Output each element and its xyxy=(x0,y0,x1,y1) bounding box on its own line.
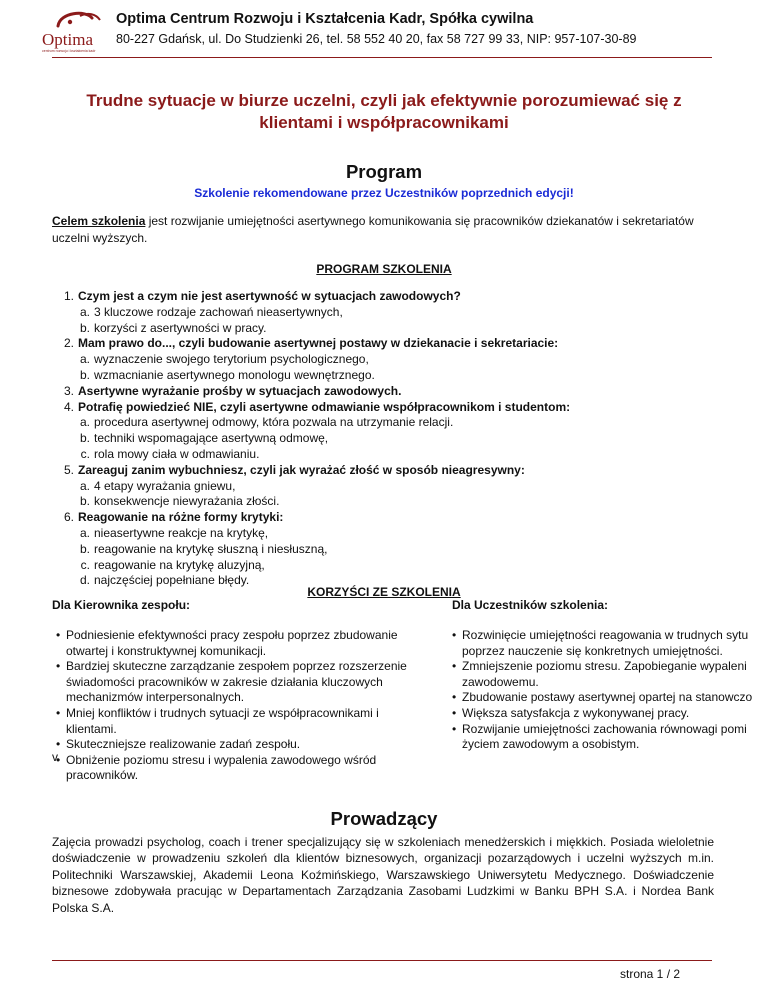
list-item: • Obniżenie poziomu stresu i wypalenia zawodowego wśród pracowników. xyxy=(56,753,418,784)
program-subitem: b. techniki wspomagające asertywną odmowę, xyxy=(79,431,329,446)
list-item: • Podniesienie efektywności pracy zespołu poprzez zbudowanie otwartej i konstruktywnej komunikacji. xyxy=(56,628,418,659)
leader-description: Zajęcia prowadzi psycholog, coach i trener specjalizujący się w szkoleniach menedżerskich i miękkich. Posiada wieloletnie doświadczenie w prowadzeniu szkoleń dla klientów biznesowych, organizacji pozarządowych i uczelni wyższych m.in. Politechniki Warszawskiej, Akademii Leona Koźmińskiego, Warszawskiego Uniwersytetu Medycznego. Doświadczenie biznesowe zdobywała pracując w Departamentach Zarządzania Zasobami Ludzkimi w Banku BPH S.A. i Nordea Bank Polska S.A. xyxy=(52,835,714,915)
leader-heading: Prowadzący xyxy=(330,808,438,829)
benefits-manager-list xyxy=(56,628,418,784)
program-subitem: c. reagowanie na krytykę aluzyjną, xyxy=(80,557,265,572)
header-divider xyxy=(52,57,712,58)
program-subitem: a. 4 etapy wyrażania gniewu, xyxy=(79,478,236,493)
benefits-heading: KORZYŚCI ZE SZKOLENIA xyxy=(307,585,461,599)
program-section-heading: PROGRAM SZKOLENIA xyxy=(316,262,452,276)
benefits-participant-heading: Dla Uczestników szkolenia: xyxy=(452,598,609,612)
company-name: Optima Centrum Rozwoju i Kształcenia Kadr, Spółka cywilna xyxy=(116,11,534,27)
program-item: 5. Zareaguj zanim wybuchniesz, czyli jak wyrażać złość w sposób nieagresywny: a. 4 etapy wyrażania gniewu, b. konsekwencje niewyrażania złości. xyxy=(52,463,712,510)
list-item: • Większa satysfakcja z wykonywanej pracy. xyxy=(452,706,768,722)
logo-subtitle: centrum rozwoju i kształcenia kadr xyxy=(42,49,96,53)
footer-divider xyxy=(52,960,712,961)
program-item: 2. Mam prawo do..., czyli budowanie asertywnej postawy w dziekanacie i sekretariacie: a. wyznaczenie swojego terytorium psychologicznego, b. wzmacnianie asertywnego monologu wewnętrznego. xyxy=(52,336,712,383)
logo-wordmark: Optima xyxy=(42,30,93,49)
list-item: • Rozwinięcie umiejętności reagowania w trudnych sytu poprzez nauczenie się konkretnych umiejętności. xyxy=(452,628,768,659)
program-item: 4. Potrafię powiedzieć NIE, czyli asertywne odmawianie współpracownikom i studentom: a. procedura asertywnej odmowy, która pozwala na utrzymanie relacji. b. techniki wspomagające asertywną odmowę, c. rola mowy ciała w odmawianiu. xyxy=(52,400,712,463)
benefits-participant-list xyxy=(452,628,768,753)
program-item: 3. Asertywne wyrażanie prośby w sytuacjach zawodowych. xyxy=(63,383,402,398)
program-subitem: b. wzmacnianie asertywnego monologu wewnętrznego. xyxy=(79,367,375,382)
list-item: • Zmniejszenie poziomu stresu. Zapobieganie wypaleni zawodowemu. xyxy=(452,659,768,690)
list-item: • Skuteczniejsze realizowanie zadań zespołu. xyxy=(56,737,418,753)
program-item: 6. Reagowanie na różne formy krytyki: a. nieasertywne reakcje na krytykę, b. reagowanie na krytykę słuszną i niesłuszną, c. reagowanie na krytykę aluzyjną, d. najczęściej popełniane błędy. xyxy=(52,510,712,589)
list-item: • Zbudowanie postawy asertywnej opartej na stanowczo xyxy=(452,690,768,706)
program-item: 1. Czym jest a czym nie jest asertywność w sytuacjach zawodowych? a. 3 kluczowe rodzaje zachowań nieasertywnych, b. korzyści z asertywności w pracy. xyxy=(52,289,712,336)
program-subitem: a. 3 kluczowe rodzaje zachowań nieasertywnych, xyxy=(79,304,343,319)
document-title: Trudne sytuacje w biurze uczelni, czyli jak efektywnie porozumiewać się z klientami i współpracownikami xyxy=(86,91,682,132)
benefits-manager-heading: Dla Kierownika zespołu: xyxy=(52,598,191,612)
list-item: • Rozwijanie umiejętności zachowania równowagi pomi życiem zawodowym a osobistym. xyxy=(452,722,768,753)
program-heading: Program xyxy=(345,161,423,182)
program-subitem: a. wyznaczenie swojego terytorium psychologicznego, xyxy=(79,352,369,367)
stray-character: v xyxy=(52,750,58,764)
program-subitem: b. konsekwencje niewyrażania złości. xyxy=(79,494,280,509)
recommendation-note: Szkolenie rekomendowane przez Uczestników poprzednich edycji! xyxy=(194,186,574,200)
list-item: • Mniej konfliktów i trudnych sytuacji ze współpracownikami i klientami. xyxy=(56,706,418,737)
program-subitem: b. korzyści z asertywności w pracy. xyxy=(79,320,267,335)
program-subitem: b. reagowanie na krytykę słuszną i niesłuszną, xyxy=(79,541,328,556)
company-address: 80-227 Gdańsk, ul. Do Studzienki 26, tel. 58 552 40 20, fax 58 727 99 33, NIP: 957-107-30-89 xyxy=(116,32,637,46)
program-list xyxy=(52,289,712,589)
page-number: strona 1 / 2 xyxy=(620,967,681,981)
program-subitem: a. procedura asertywnej odmowy, która pozwala na utrzymanie relacji. xyxy=(79,415,454,430)
program-subitem: d. najczęściej popełniane błędy. xyxy=(79,573,250,588)
training-goal xyxy=(52,213,712,247)
program-subitem: c. rola mowy ciała w odmawianiu. xyxy=(80,446,260,461)
letterhead xyxy=(40,8,730,60)
program-subitem: a. nieasertywne reakcje na krytykę, xyxy=(79,525,269,540)
list-item: • Bardziej skuteczne zarządzanie zespołem poprzez rozszerzenie świadomości pracowników w zakresie działania kluczowych mechanizmów interpersonalnych. xyxy=(56,659,418,706)
goal-label: Celem szkolenia xyxy=(52,214,146,228)
goal-text: jest rozwijanie umiejętności asertywnego komunikowania się pracowników dziekanatów i sekretariatów uczelni wyższych. xyxy=(52,214,694,245)
